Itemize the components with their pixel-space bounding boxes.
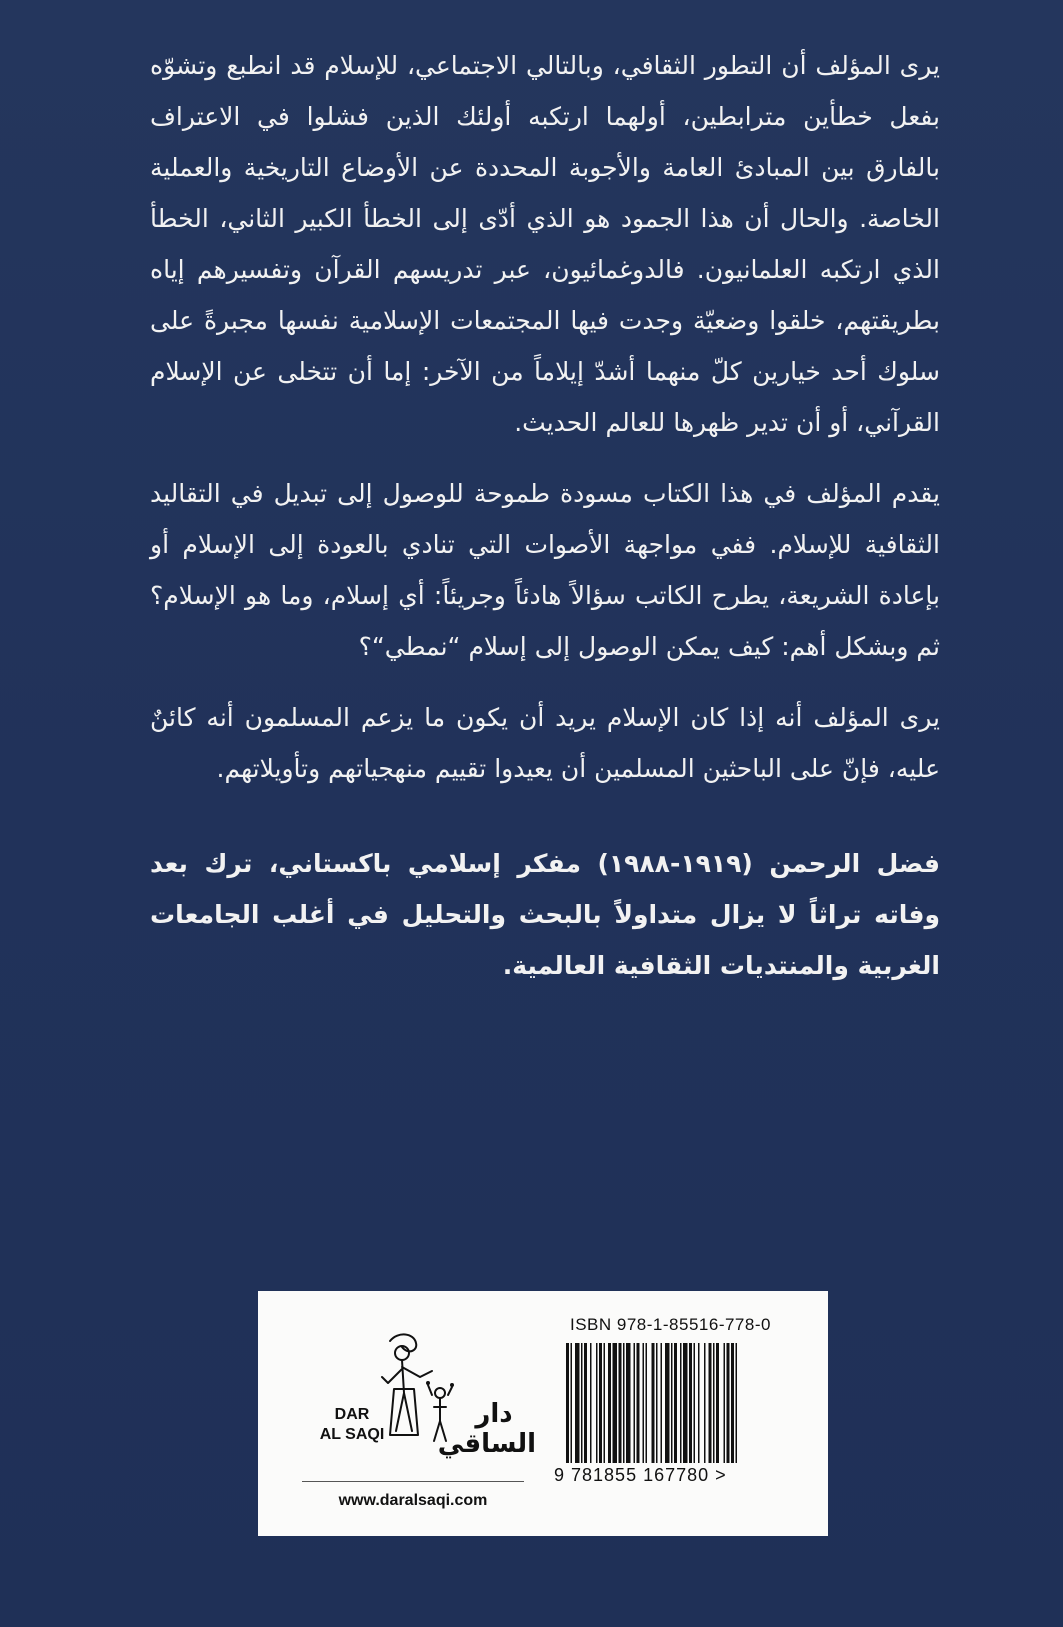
publisher-name-line-1: DAR — [334, 1406, 370, 1423]
barcode-bar — [584, 1343, 587, 1463]
barcode-bar — [646, 1343, 648, 1463]
publisher-name-line-2: AL SAQI — [319, 1426, 385, 1443]
barcode-bar — [590, 1343, 592, 1463]
publisher-website: www.daralsaqi.com — [338, 1492, 488, 1509]
barcode-bar — [581, 1343, 583, 1463]
barcode-bar — [626, 1343, 631, 1463]
barcode-bar — [604, 1343, 606, 1463]
blurb-paragraph-2: يقدم المؤلف في هذا الكتاب مسودة طموحة للوصول إلى تبديل في التقاليد الثقافية للإسلام. ففي مواجهة الأصوات التي تنادي بالعودة إلى الإسلام أو بإعادة الشريعة، يطرح الكاتب سؤالاً هادئاً وجريئاً: أي إسلام، وما هو الإسلام؟ ثم وبشكل أهم: كيف يمكن الوصول إلى إسلام “نمطي“؟ — [150, 479, 940, 661]
barcode-bar — [623, 1343, 625, 1463]
isbn-label — [258, 1291, 828, 1536]
barcode-bar — [713, 1343, 715, 1463]
barcode-bar — [619, 1343, 622, 1463]
publisher-name-arabic: دار الساقي — [437, 1399, 536, 1459]
barcode-bar — [680, 1343, 682, 1463]
author-bio: فضل الرحمن (١٩١٩-١٩٨٨) مفكر إسلامي باكستاني، ترك بعد وفاته تراثاً لا يزال متداولاً بالبحث والتحليل في أغلب الجامعات الغربية والمنتديات الثقافية العالمية. — [150, 849, 940, 980]
barcode-bar — [643, 1343, 645, 1463]
blurb-paragraph-3: يرى المؤلف أنه إذا كان الإسلام يريد أن يكون ما يزعم المسلمون أنه كائنٌ عليه، فإنّ على الباحثين المسلمين أن يعيدوا تقييم منهجياتهم وتأويلاتهم. — [150, 703, 940, 783]
barcode-bar — [599, 1343, 602, 1463]
barcode-bar — [571, 1343, 573, 1463]
barcode-bar — [566, 1343, 569, 1463]
barcode-bar — [661, 1343, 663, 1463]
barcode-bar — [613, 1343, 618, 1463]
isbn-number: ISBN 978-1-85516-778-0 — [570, 1315, 771, 1334]
barcode-bar — [689, 1343, 692, 1463]
barcode-bar — [724, 1343, 726, 1463]
barcode-bar — [704, 1343, 706, 1463]
barcode-bar — [698, 1343, 700, 1463]
barcode-bar — [683, 1343, 688, 1463]
barcode-bar — [665, 1343, 670, 1463]
barcode-bar — [652, 1343, 655, 1463]
barcode-bar — [736, 1343, 738, 1463]
barcode-bar — [634, 1343, 636, 1463]
blurb-paragraph-1: يرى المؤلف أن التطور الثقافي، وبالتالي الاجتماعي، للإسلام قد انطبع وتشوّه بفعل خطأين مترابطين، أولهما ارتكبه أولئك الذين فشلوا في الاعتراف بالفارق بين المبادئ العامة والأجوبة المحددة عن الأوضاع التاريخية والعملية الخاصة. والحال أن هذا الجمود هو الذي أدّى إلى الخطأ الكبير الثاني، الخطأ الذي ارتكبه العلمانيون. فالدوغمائيون، عبر تدريسهم القرآن وتفسيرهم إياه بطريقتهم، خلقوا وضعيّة وجدت فيها المجتمعات الإسلامية نفسها مجبرةً على سلوك أحد خيارين كلّ منهما أشدّ إيلاماً من الآخر: إما أن تتخلى عن الإسلام القرآني، أو أن تدير ظهرها للعالم الحديث. — [150, 51, 940, 437]
barcode-bar — [596, 1343, 598, 1463]
barcode-bar — [637, 1343, 640, 1463]
barcode-bar — [709, 1343, 712, 1463]
blurb-text — [150, 40, 940, 1011]
barcode-bar — [731, 1343, 734, 1463]
barcode-bar — [674, 1343, 677, 1463]
barcode — [566, 1343, 791, 1463]
barcode-bar — [671, 1343, 673, 1463]
barcode-bar — [575, 1343, 580, 1463]
barcode-bar — [716, 1343, 719, 1463]
barcode-bar — [694, 1343, 696, 1463]
barcode-digits: 9 781855 167780 > — [554, 1465, 727, 1485]
barcode-bar — [656, 1343, 658, 1463]
barcode-bar — [727, 1343, 730, 1463]
barcode-bar — [608, 1343, 611, 1463]
label-divider — [302, 1481, 524, 1482]
